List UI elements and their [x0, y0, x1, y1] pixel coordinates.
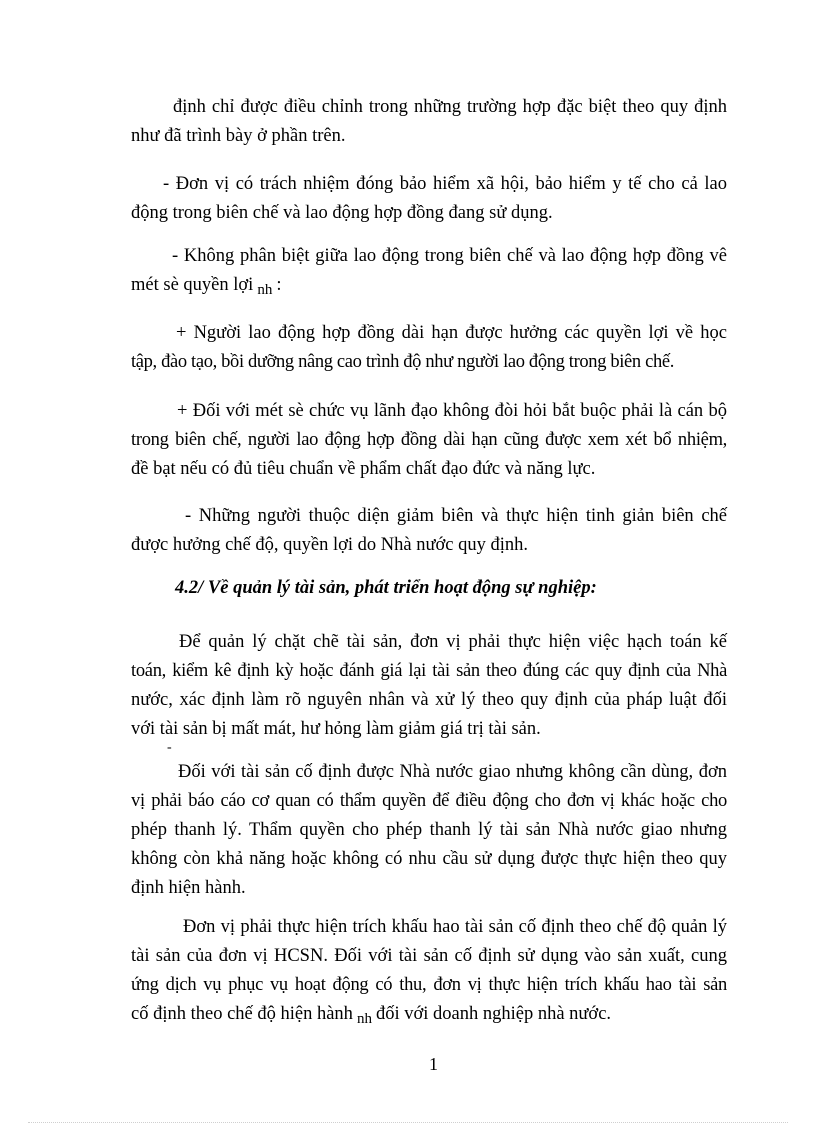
text-line: nước, xác định làm rõ nguyên nhân và xử lý theo quy định của pháp luật đối [131, 690, 727, 710]
text-line: + Người lao động hợp đồng dài hạn được hưởng các quyền lợi về học [176, 323, 727, 343]
text-segment: : [276, 275, 282, 295]
text-line: Đối với tài sản cố định được Nhà nước giao nhưng không cần dùng, đơn [178, 762, 727, 782]
paragraph [131, 397, 727, 484]
text-segment: mét sè quyền lợi [131, 275, 254, 295]
paragraph [131, 242, 727, 301]
paragraph [131, 913, 727, 1030]
section-heading: 4.2/ Về quản lý tài sản, phát triển hoạt động sự nghiệp: [175, 578, 597, 598]
text-line: Để quản lý chặt chẽ tài sản, đơn vị phải thực hiện việc hạch toán kế [179, 632, 727, 652]
text-line-with-note [131, 1000, 727, 1030]
text-line: phép thanh lý. Thẩm quyền cho phép thanh lý tài sản Nhà nước giao nhưng [131, 820, 727, 840]
text-line: như đã trình bày ở phần trên. [131, 126, 346, 146]
text-line: - Đơn vị có trách nhiệm đóng bảo hiểm xã hội, bảo hiểm y tế cho cả lao [163, 174, 727, 194]
paragraph [131, 319, 727, 377]
paragraph [131, 170, 727, 228]
paragraph [131, 93, 727, 151]
text-line-with-note [131, 271, 727, 301]
text-line: với tài sản bị mất mát, hư hỏng làm giảm giá trị tài sản. [131, 719, 541, 739]
text-line: đề bạt nếu có đủ tiêu chuẩn về phẩm chất đạo đức và năng lực. [131, 459, 596, 479]
text-segment: đối với doanh nghiệp nhà nước. [375, 1004, 612, 1024]
text-line: định hiện hành. [131, 878, 246, 898]
text-line: định chỉ được điều chỉnh trong những trường hợp đặc biệt theo quy định [173, 97, 727, 117]
text-line: - Những người thuộc diện giảm biên và thực hiện tinh giản biên chế [185, 506, 727, 526]
text-line: - Không phân biệt giữa lao động trong biên chế và lao động hợp đồng vê [172, 246, 727, 266]
small-word: nh [356, 1011, 372, 1027]
text-segment: cố định theo chế độ hiện hành [131, 1004, 353, 1024]
text-line: ứng dịch vụ phục vụ hoạt động có thu, đơn vị thực hiện trích khấu hao tài sản [131, 975, 727, 995]
text-line: Đơn vị phải thực hiện trích khấu hao tài sản cố định theo chế độ quản lý [183, 917, 727, 937]
text-line: tài sản của đơn vị HCSN. Đối với tài sản cố định sử dụng vào sản xuất, cung [131, 946, 727, 966]
text-line: trong biên chế, người lao động hợp đồng dài hạn cũng được xem xét bổ nhiệm, [131, 430, 727, 450]
small-word: nh [257, 282, 273, 298]
text-line: tập, đào tạo, bồi dưỡng nâng cao trình độ như người lao động trong biên chế. [131, 352, 674, 372]
text-line: vị phải báo cáo cơ quan có thẩm quyền để điều động cho đơn vị khác hoặc cho [131, 791, 727, 811]
text-line: không còn khả năng hoặc không có nhu cầu sử dụng được thực hiện theo quy [131, 849, 727, 869]
page-number: 1 [429, 1054, 438, 1074]
paragraph [131, 758, 727, 903]
paragraph [131, 628, 727, 744]
text-line: được hưởng chế độ, quyền lợi do Nhà nước quy định. [131, 535, 529, 555]
text-line: động trong biên chế và lao động hợp đồng đang sử dụng. [131, 203, 553, 223]
stray-dash-mark: - [167, 740, 172, 755]
text-line: toán, kiểm kê định kỳ hoặc đánh giá lại tài sản theo đúng các quy định của Nhà [131, 661, 727, 681]
paragraph [131, 502, 727, 560]
text-line: + Đối với mét sè chức vụ lãnh đạo không đòi hỏi bắt buộc phải là cán bộ [177, 401, 727, 421]
